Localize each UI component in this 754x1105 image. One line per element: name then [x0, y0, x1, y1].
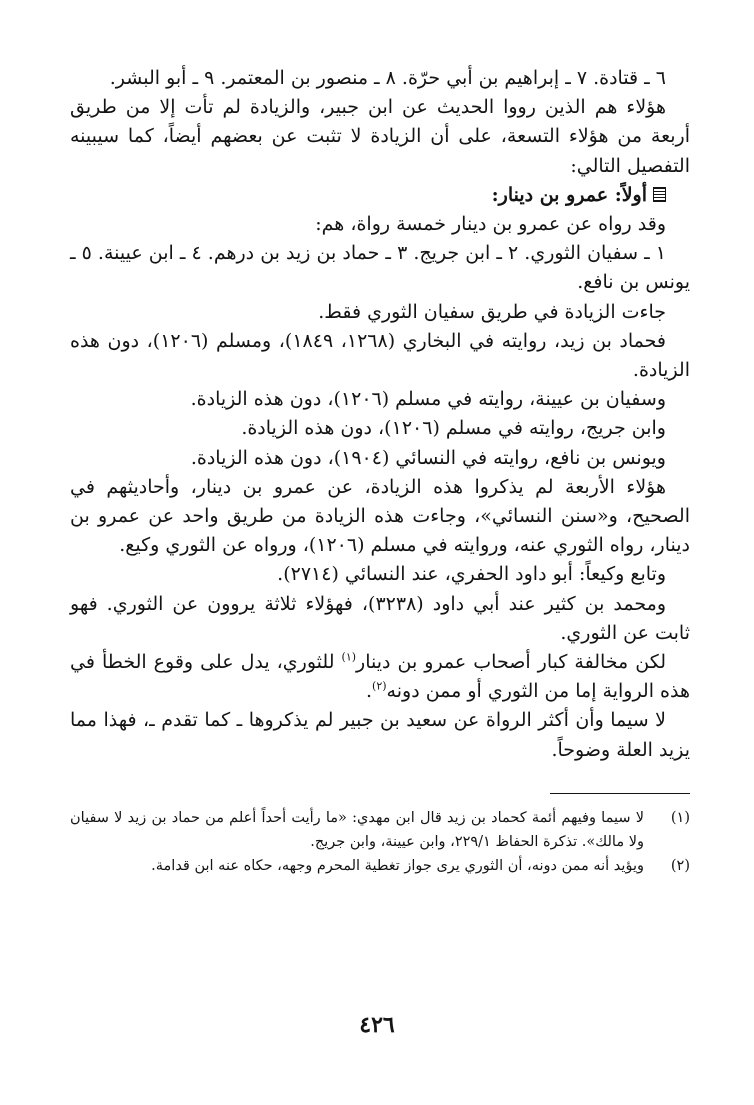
footnote-1-number: (١) — [670, 809, 690, 826]
footnotes — [70, 806, 690, 878]
footnote-ref-1[interactable]: (١) — [341, 650, 357, 664]
footnote-1 — [70, 806, 690, 854]
section-marker-icon — [653, 187, 666, 202]
paragraph-narrators-list-end: ٦ ـ قتادة. ٧ ـ إبراهيم بن أبي حرّة. ٨ ـ منصور بن المعتمر. ٩ ـ أبو البشر. — [109, 67, 666, 89]
main-text — [70, 64, 690, 765]
contradiction-text-3: . — [365, 680, 373, 703]
paragraph-narrators-names: ١ ـ سفيان الثوري. ٢ ـ ابن جريج. ٣ ـ حماد بن زيد بن درهم. ٤ ـ ابن عيينة. ٥ ـ يونس بن نافع. — [70, 242, 690, 294]
paragraph-addition-source: جاءت الزيادة في طريق سفيان الثوري فقط. — [318, 300, 666, 323]
section-heading-text: عمرو بن دينار: — [491, 183, 609, 206]
paragraph-ibn-kathir: ومحمد بن كثير عند أبي داود (٣٢٣٨)، فهؤلاء ثلاثة يروون عن الثوري. فهو ثابت عن الثوري. — [70, 592, 690, 644]
page-number: ٤٢٦ — [359, 1012, 395, 1038]
footnote-2-text: ويؤيد أنه ممن دونه، أن الثوري يرى جواز تغطية المحرم وجهه، حكاه عنه ابن قدامة. — [151, 857, 644, 874]
paragraph-hammad: فحماد بن زيد، روايته في البخاري (١٢٦٨، ١٨٤٩)، ومسلم (١٢٠٦)، دون هذه الزيادة. — [70, 329, 690, 382]
contradiction-text-1: لكن مخالفة كبار أصحاب عمرو بن دينار — [356, 651, 666, 674]
paragraph-ibn-jurayj: وابن جريج، روايته في مسلم (١٢٠٦)، دون هذه الزيادة. — [241, 417, 666, 440]
footnote-2 — [70, 854, 690, 878]
section-heading-label: أولاً: — [614, 183, 647, 206]
paragraph-four-narrators: هؤلاء الأربعة لم يذكروا هذه الزيادة، عن عمرو بن دينار، وأحاديثهم في الصحيح، و«سنن النسائي»، وجاءت هذه الزيادة من طريق واحد عن عمرو بن دينار، رواه الثوري عنه، وروايته في مسلم (١٢٠٦)، ورواه عن الثوري وكيع. — [70, 475, 690, 557]
paragraph-contradiction — [70, 648, 690, 706]
footnote-1-text: لا سيما وفيهم أئمة كحماد بن زيد قال ابن مهدي: «ما رأيت أحداً أعلم من حماد بن زيد لا سفيان ولا مالك». تذكرة الحفاظ ٢٢٩/١، وابن عيينة، وابن جريج. — [70, 809, 644, 850]
paragraph-yunus: ويونس بن نافع، روايته في النسائي (١٩٠٤)، دون هذه الزيادة. — [190, 446, 666, 469]
paragraph-intro: هؤلاء هم الذين رووا الحديث عن ابن جبير، والزيادة لم تأت إلا من طريق أربعة من هؤلاء التسعة، على أن الزيادة لا تثبت عن بعضهم أيضاً، كما سيبينه التفصيل التالي: — [70, 96, 690, 177]
footnote-ref-2[interactable]: (٢) — [372, 679, 387, 693]
section-heading — [70, 181, 690, 210]
contradiction-text-2: للثوري، يدل على وقوع الخطأ في هذه الرواية إما من الثوري أو ممن دونه — [70, 651, 690, 703]
paragraph-waki-follow: وتابع وكيعاً: أبو داود الحفري، عند النسائي (٢٧١٤). — [277, 563, 666, 586]
paragraph-narrators-count: وقد رواه عن عمرو بن دينار خمسة رواة، هم: — [315, 213, 666, 236]
footnote-2-number: (٢) — [670, 857, 690, 874]
paragraph-conclusion: لا سيما وأن أكثر الرواة عن سعيد بن جبير لم يذكروها ـ كما تقدم ـ، فهذا مما يزيد العلة وضوحاً. — [70, 709, 690, 761]
footnote-separator — [550, 793, 690, 794]
paragraph-ibn-uyaynah: وسفيان بن عيينة، روايته في مسلم (١٢٠٦)، دون هذه الزيادة. — [190, 388, 666, 411]
page-body — [70, 64, 690, 878]
